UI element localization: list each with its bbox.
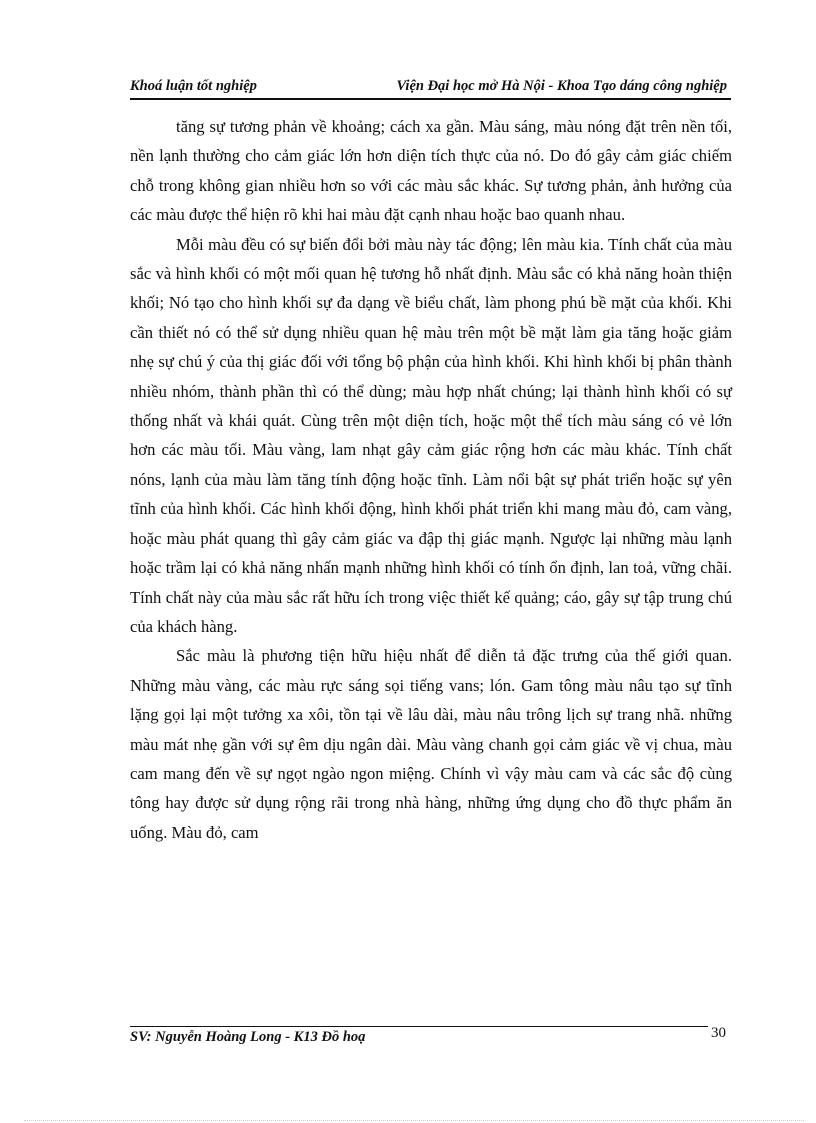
footer-divider bbox=[130, 1026, 708, 1027]
page-number: 30 bbox=[711, 1025, 726, 1041]
paragraph-1: tăng sự tương phản về khoảng; cách xa gần. Màu sáng, màu nóng đặt trên nền tối, nền lạnh thường cho cảm giác lớn hơn diện tích thực của nó. Do đó gây cảm giác chiếm chỗ trong không gian nhiều hơn so với các màu sắc khác. Sự tương phản, ảnh hưởng của các màu được thể hiện rõ khi hai màu đặt cạnh nhau hoặc bao quanh nhau. bbox=[130, 117, 732, 225]
body-text bbox=[130, 112, 732, 847]
paragraph-3: Sắc màu là phương tiện hữu hiệu nhất để diễn tả đặc trưng của thế giới quan. Những màu vàng, các màu rực sáng sọi tiếng vans; lón. Gam tông màu nâu tạo sự tĩnh lặng gọi lại một tưởng xa xôi, tồn tại về lâu dài, màu nâu trông lịch sự trang nhã. những màu mát nhẹ gần với sự êm dịu ngân dài. Màu vàng chanh gọi cảm giác về vị chua, màu cam mang đến về sự ngọt ngào ngon miệng. Chính vì vậy màu cam và các sắc độ cùng tông hay được sử dụng rộng rãi trong nhà hàng, những ứng dụng cho đồ thực phẩm ăn uống. Màu đỏ, cam bbox=[130, 646, 732, 842]
footer-student: SV: Nguyễn Hoàng Long - K13 Đồ hoạ bbox=[130, 1029, 366, 1045]
page-bottom-edge bbox=[24, 1120, 804, 1121]
page-header bbox=[130, 76, 731, 100]
header-institution: Viện Đại học mở Hà Nội - Khoa Tạo dáng công nghiệp bbox=[396, 78, 727, 94]
paragraph-2: Mỗi màu đều có sự biến đổi bởi màu này tác động; lên màu kia. Tính chất của màu sắc và hình khối có một mối quan hệ tương hỗ nhất định. Màu sắc có khả năng hoàn thiện khối; Nó tạo cho hình khối sự đa dạng về biểu chất, làm phong phú bề mặt của khối. Khi cần thiết nó có thể sử dụng nhiều quan hệ màu trên một bề mặt làm gia tăng hoặc giảm nhẹ sự chú ý của thị giác đối với tổng bộ phận của hình khối. Khi hình khối bị phân thành nhiều nhóm, thành phần thì có thể dùng; màu hợp nhất chúng; lại thành hình khối có sự thống nhất và khái quát. Cùng trên một diện tích, hoặc một thể tích màu sáng có vẻ lớn hơn các màu tối. Màu vàng, lam nhạt gây cảm giác rộng hơn các màu khác. Tính chất nóns, lạnh của màu làm tăng tính động hoặc tĩnh. Làm nổi bật sự phát triển hoặc sự yên tĩnh của hình khối. Các hình khối động, hình khối phát triển khi mang màu đỏ, cam vàng, hoặc màu phát quang thì gây cảm giác va đập thị giác mạnh. Ngược lại những màu lạnh hoặc trầm lại có khả năng nhấn mạnh những hình khối có tính ổn định, lan toả, vững chãi. Tính chất này của màu sắc rất hữu ích trong việc thiết kế quảng; cáo, gây sự tập trung chú của khách hàng. bbox=[130, 234, 732, 636]
header-thesis-title: Khoá luận tốt nghiệp bbox=[130, 78, 257, 94]
